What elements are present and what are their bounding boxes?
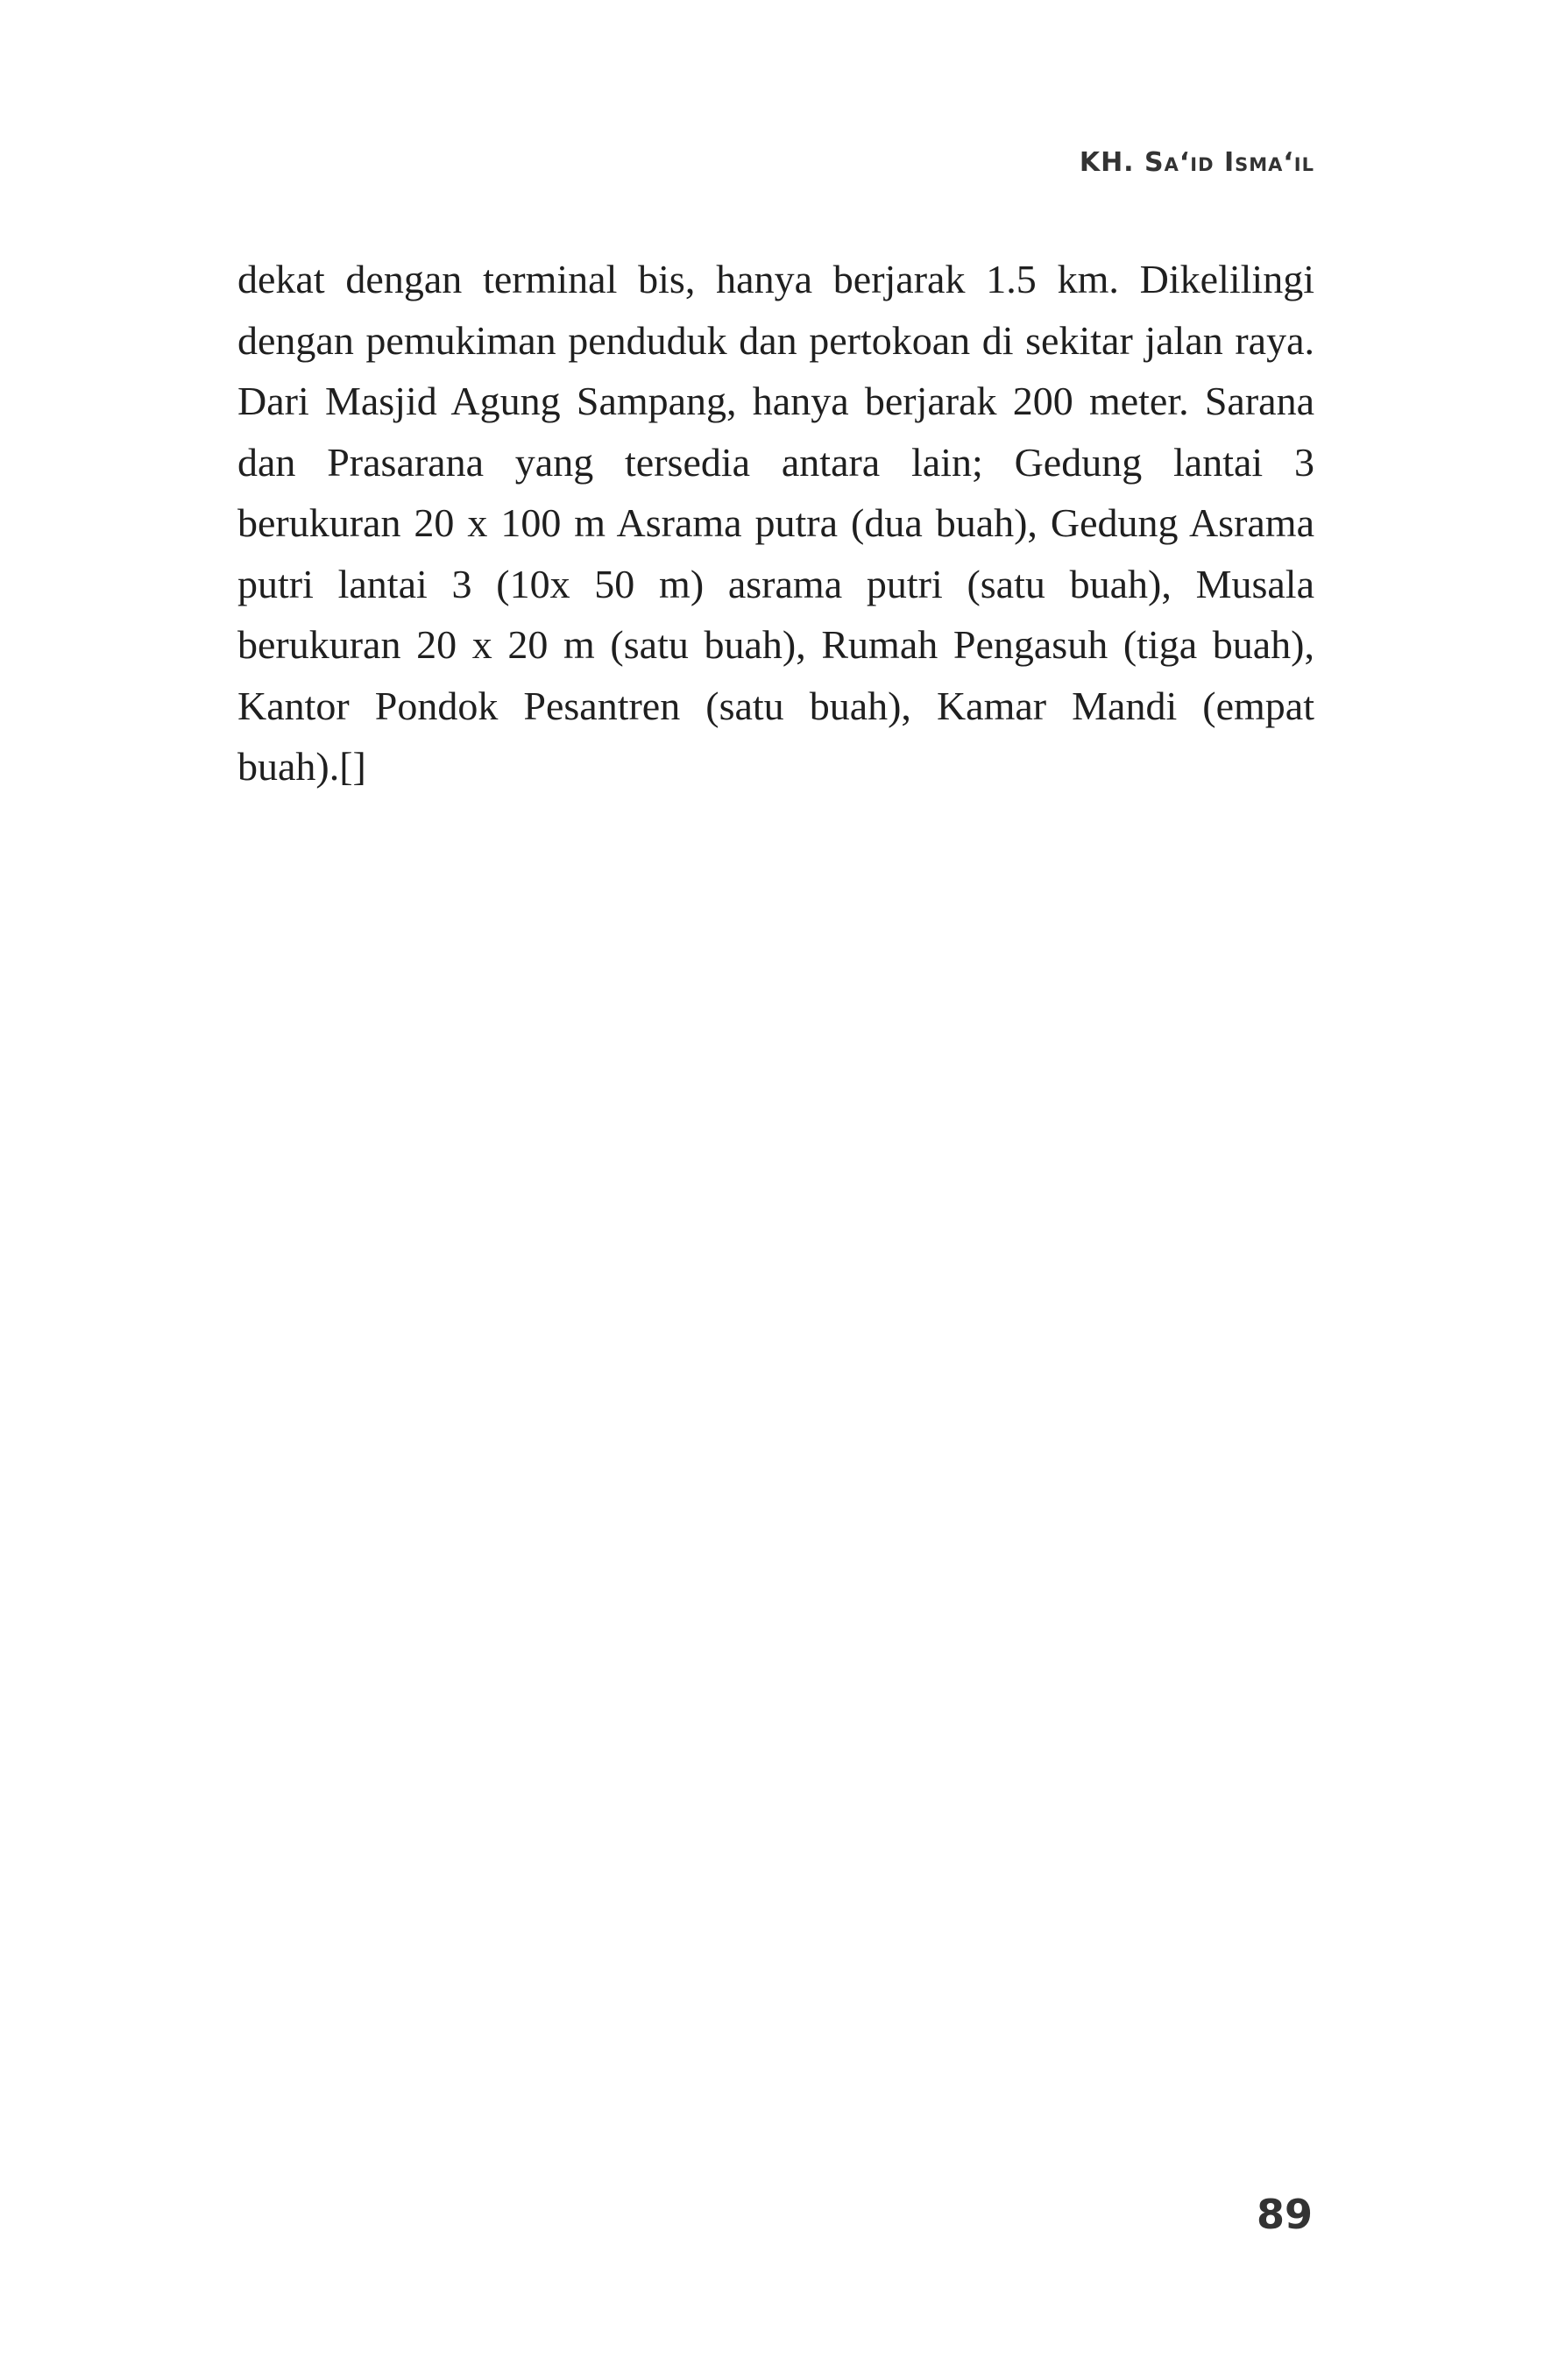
page-number: 89 [1256, 2191, 1313, 2238]
running-header [1080, 147, 1314, 178]
body-paragraph: dekat dengan terminal bis, hanya berjarak 1.5 km. Dikelilingi dengan pemukiman penduduk dan pertokoan di sekitar jalan raya. Dari Masjid Agung Sampang, hanya berjarak 200 meter. Sarana dan Prasarana yang tersedia antara lain; Gedung lantai 3 berukuran 20 x 100 m Asrama putra (dua buah), Gedung Asrama putri lantai 3 (10x 50 m) asrama putri (satu buah), Musala berukuran 20 x 20 m (satu buah), Rumah Pengasuh (tiga buah), Kantor Pondok Pesantren (satu buah), Kamar Mandi (empat buah).[] [237, 257, 1314, 789]
running-header-title: KH. Sa‘id Isma‘il [1079, 147, 1314, 178]
